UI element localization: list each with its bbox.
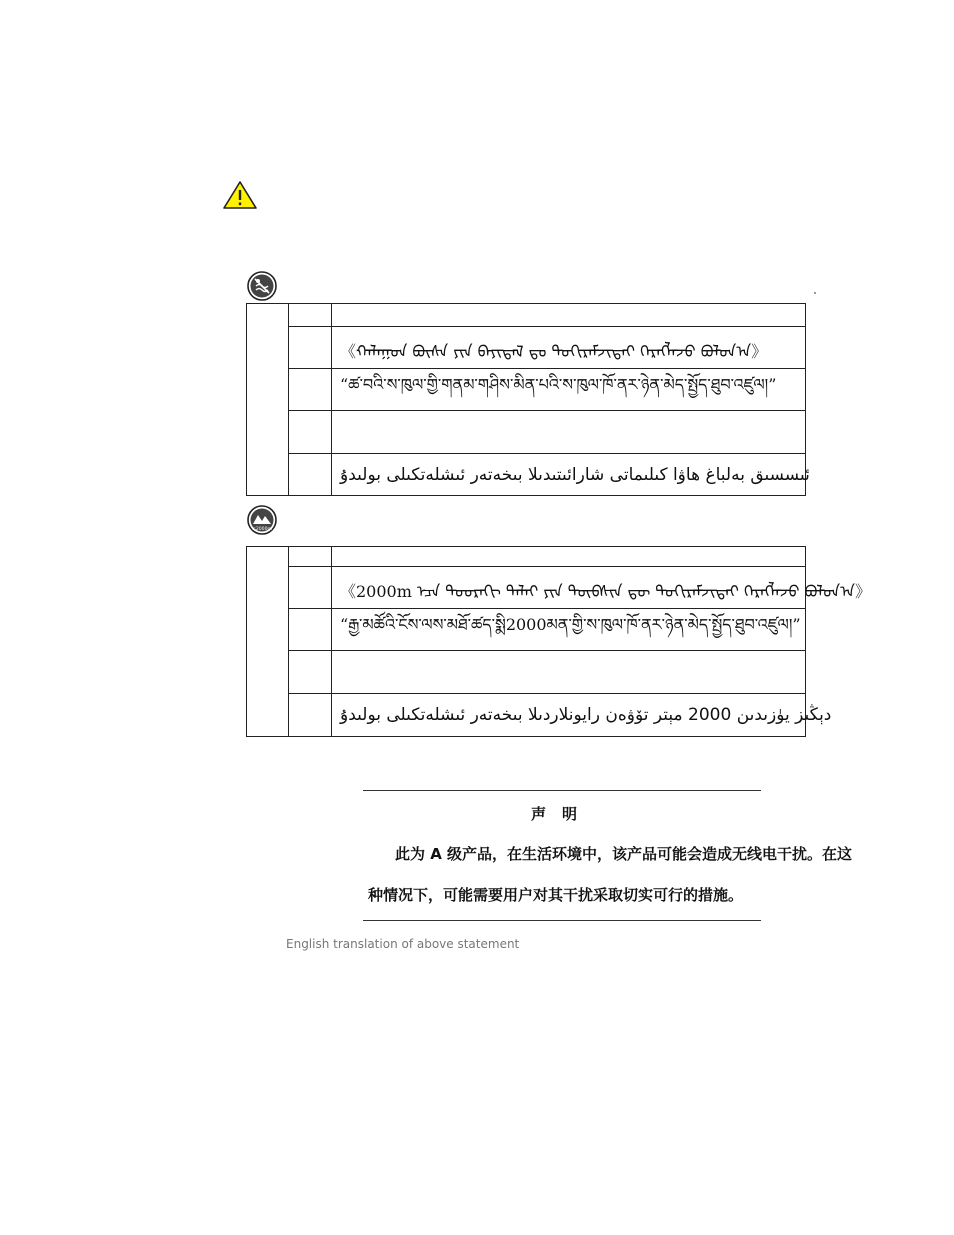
table-row <box>288 651 805 694</box>
table-cell <box>340 304 801 326</box>
table-row <box>288 694 832 736</box>
table-row <box>288 454 810 495</box>
table-cell <box>340 547 801 566</box>
statement-text-line-1: 此为 A 级产品，在生活环境中，该产品可能会造成无线电干扰。在这 <box>395 845 853 863</box>
tropical-climate-icon <box>247 271 277 301</box>
table-cell-mongolian: 《2000m ᠡᠴᠡ ᠳᠣᠣᠷᠠᠬᠢ ᠳᠠᠯᠠᠢ ᠶᠢᠨ ᠲᠦᠪᠰᠢᠨ ᠳᠦ ᠲᠣᠬᠢᠷᠠᠮᠵᠢᠲᠠᠶ ᠬᠡᠷᠡᠭᠯᠡᠵᠦ ᠪᠣᠯᠣᠨ᠎ᠠ》 <box>340 581 871 601</box>
altitude-icon-label: ≤2000m <box>251 527 273 532</box>
table-cell-uyghur: دېڭىز يۈزىدىن 2000 مېتر تۆۋەن رايونلاردىلا بىخەتەر ئىشلەتكىلى بولىدۇ <box>340 705 832 725</box>
table-row <box>288 609 805 651</box>
warning-triangle-icon <box>222 180 258 210</box>
table-row <box>288 567 871 609</box>
tropical-language-table <box>246 303 810 496</box>
table-row <box>288 304 805 327</box>
table-row <box>288 411 805 454</box>
statement-title: 声明 <box>530 805 593 823</box>
table-group-cell <box>247 304 289 495</box>
table-group-cell <box>247 547 289 736</box>
table-row <box>288 547 805 567</box>
table-cell <box>340 651 801 693</box>
table-cell <box>340 411 801 453</box>
altitude-2000m-icon <box>247 505 277 535</box>
margin-mark <box>814 292 816 294</box>
table-cell-tibetan: “ཚ་བའི་ས་ཁུལ་གྱི་གནམ་གཤིས་མིན་པའི་ས་ཁུལ་ཁོ་ནར་ཉེན་མེད་སྤྱོད་ཐུབ་འཛུལ།” <box>340 375 777 394</box>
statement-text-line-2: 种情况下，可能需要用户对其干扰采取切实可行的措施。 <box>368 886 744 904</box>
statement-top-rule <box>363 790 761 791</box>
table-cell-uyghur: ئىسسىق بەلباغ ھاۋا كىلىماتى شارائىتىدىلا بىخەتەر ئىشلەتكىلى بولىدۇ <box>340 464 810 485</box>
table-row <box>288 369 805 411</box>
statement-bottom-rule <box>363 920 761 921</box>
altitude-language-table <box>246 546 871 737</box>
table-row <box>288 327 805 369</box>
table-cell-mongolian: 《ᠬᠠᠯᠠᠭᠤᠨ ᠪᠦᠰᠡ ᠶᠢᠨ ᠪᠠᠶᠢᠳᠠᠯ ᠳᠤ ᠲᠣᠬᠢᠷᠠᠮᠵᠢᠲᠠᠶ ᠬᠡᠷᠡᠭᠯᠡᠵᠦ ᠪᠣᠯᠣᠨ᠎ᠠ》 <box>340 341 768 361</box>
table-cell-tibetan: “རྒྱ་མཚོའི་ངོས་ལས་མཐོ་ཚད་སྨི2000མན་གྱི་ས་ཁུལ་ཁོ་ནར་ཉེན་མེད་སྤྱོད་ཐུབ་འཛུལ།” <box>340 615 801 634</box>
english-translation-caption: English translation of above statement <box>286 937 520 951</box>
